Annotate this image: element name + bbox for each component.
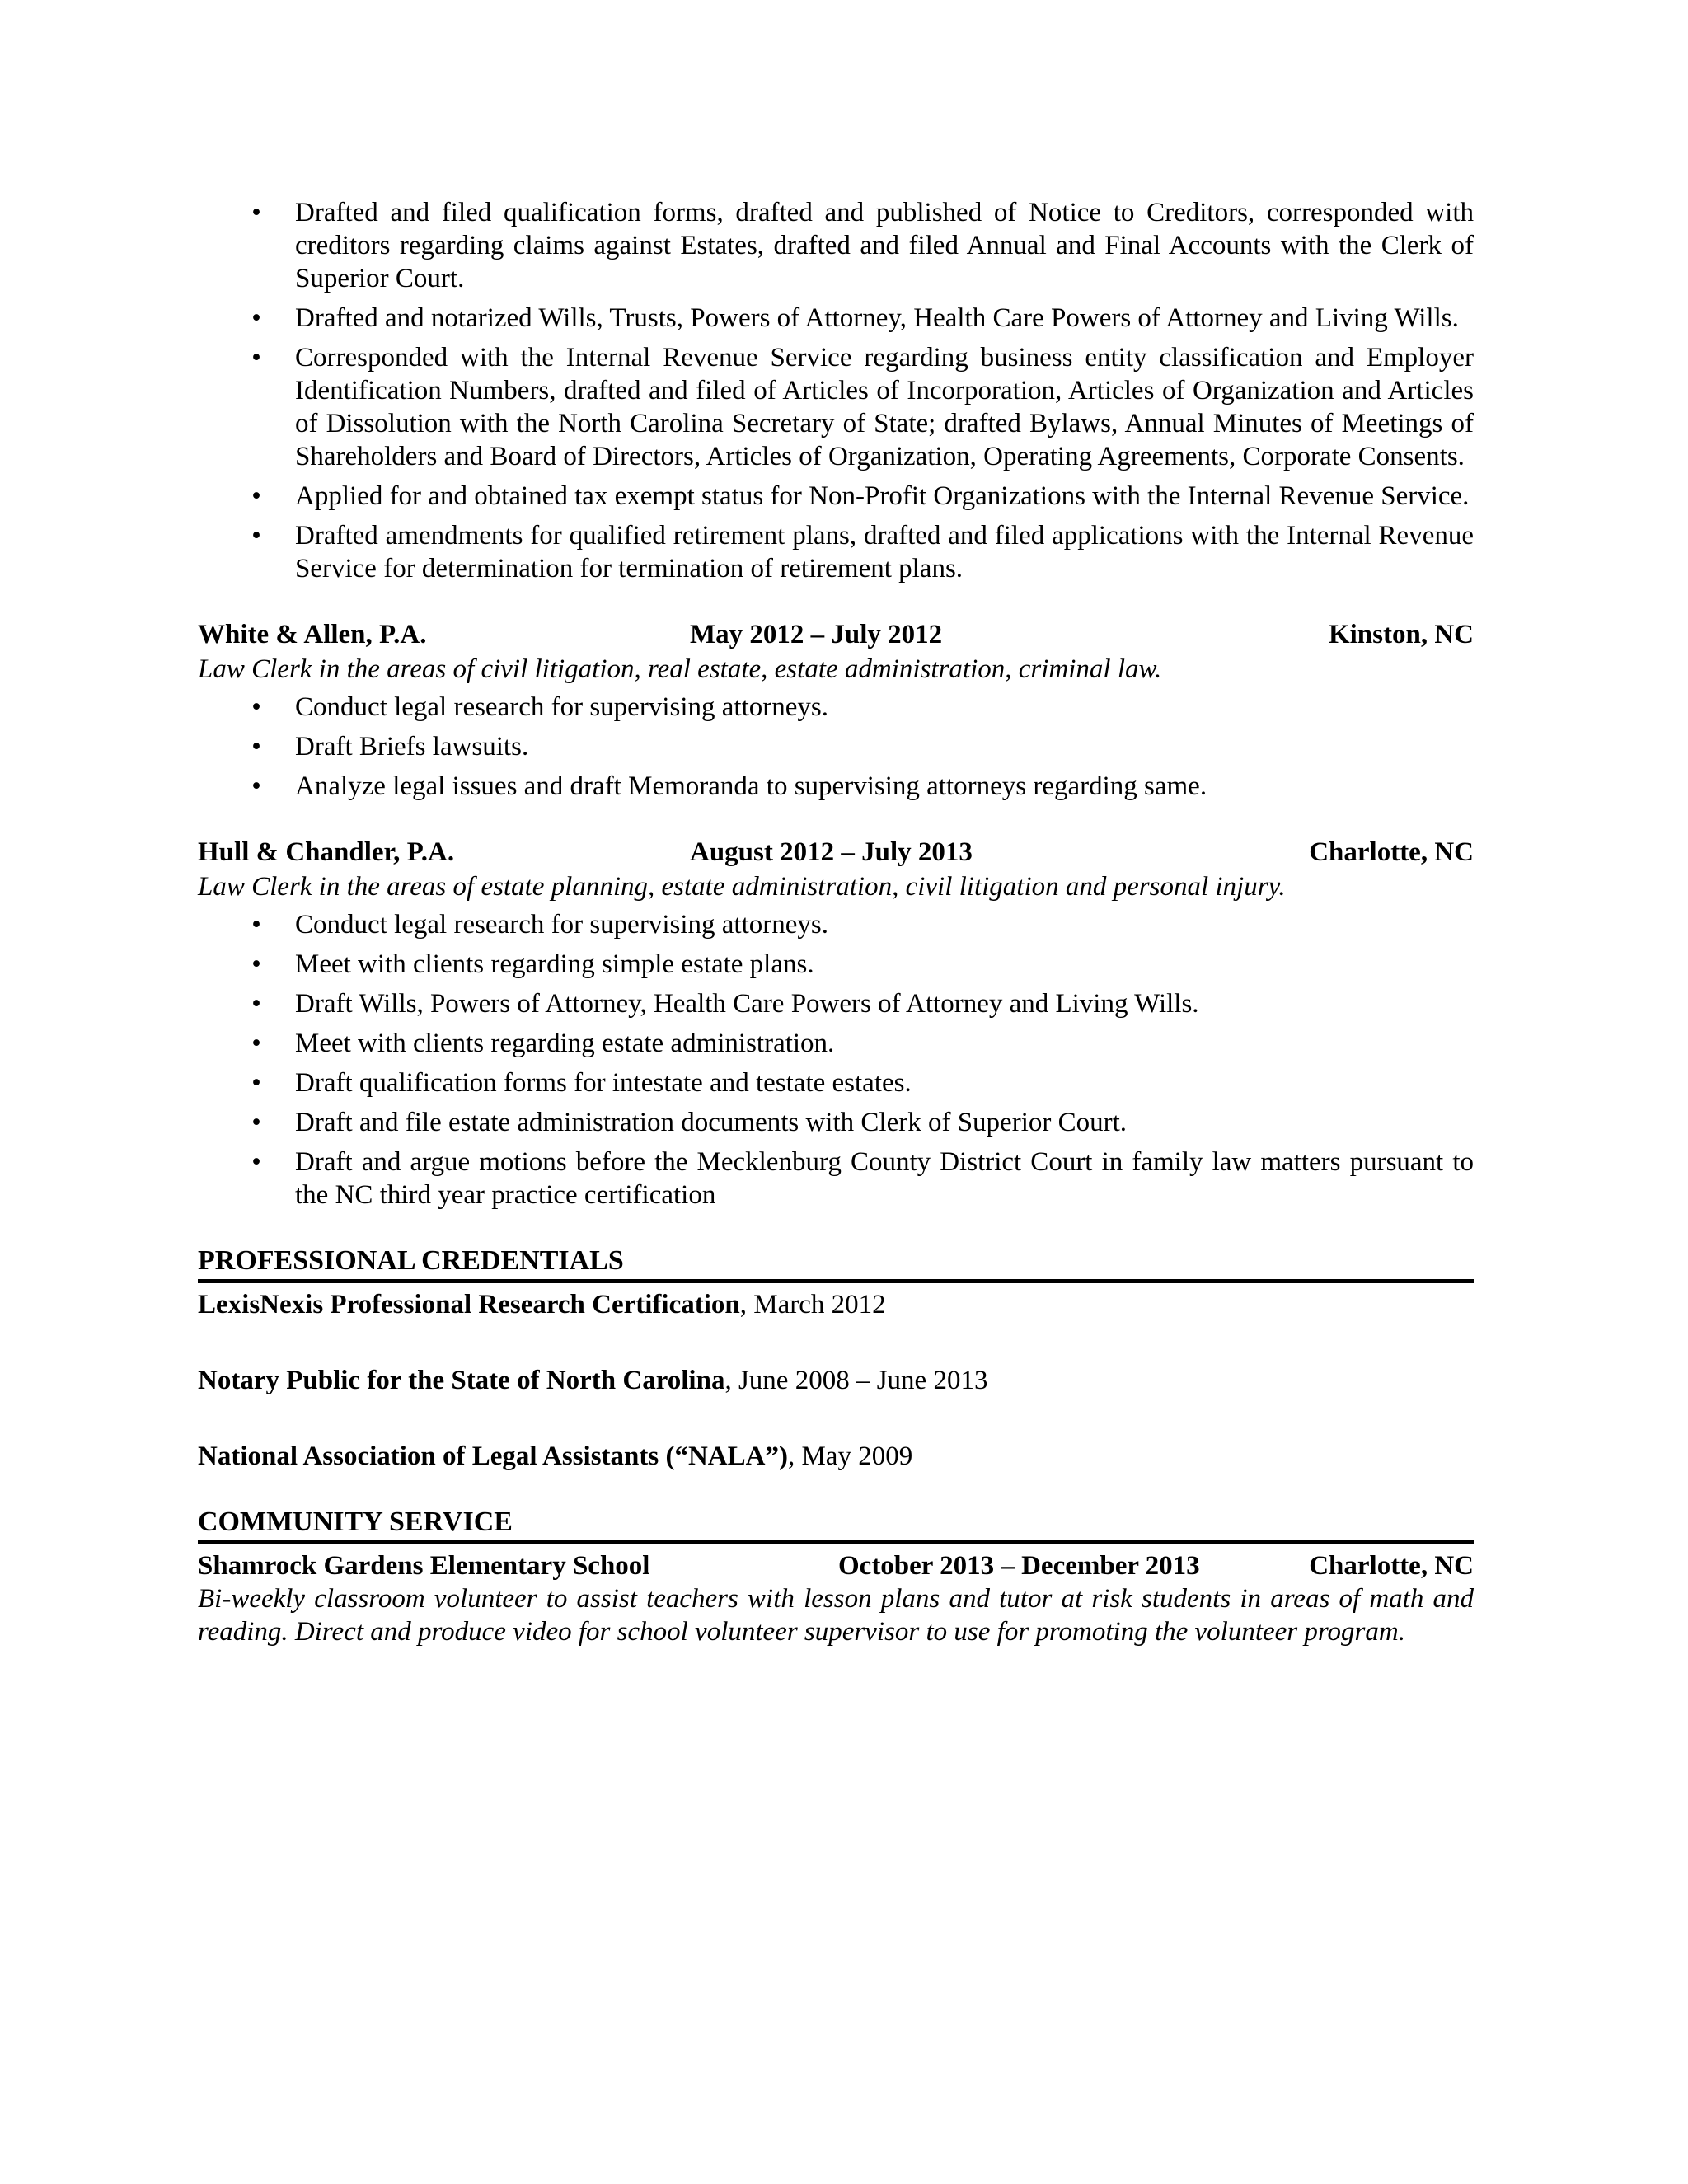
list-item: • Draft Briefs lawsuits. [198,730,1474,763]
job-role: Law Clerk in the areas of civil litigation, real estate, estate administration, criminal law. [198,654,1162,684]
list-item: • Draft qualification forms for intestate and testate estates. [198,1066,1474,1099]
bullet-icon: • [251,989,261,1019]
credentials-section-title: PROFESSIONAL CREDENTIALS [198,1244,1474,1283]
job-bullet-list [198,908,1474,1212]
list-item: • Draft and file estate administration documents with Clerk of Superior Court. [198,1106,1474,1139]
list-item: • Applied for and obtained tax exempt status for Non-Profit Organizations with the Internal Revenue Service. [198,480,1474,513]
credential-item: LexisNexis Professional Research Certification, March 2012 [198,1290,886,1319]
list-item: • Drafted and notarized Wills, Trusts, Powers of Attorney, Health Care Powers of Attorney and Living Wills. [198,302,1474,335]
intro-bullet-list [198,196,1474,585]
resume-content [198,196,1474,1648]
bullet-icon: • [251,1068,261,1098]
job-location: Charlotte, NC [1309,837,1474,867]
bullet-icon: • [251,1108,261,1137]
list-item: • Conduct legal research for supervising attorneys. [198,908,1474,941]
spacer [198,1321,1474,1364]
bullet-icon: • [251,692,261,722]
list-item: • Meet with clients regarding simple estate plans. [198,948,1474,981]
job-dates: May 2012 – July 2012 [690,620,943,649]
community-section-title: COMMUNITY SERVICE [198,1506,1474,1544]
job-header-hull-chandler [198,836,1474,869]
bullet-icon: • [251,343,261,373]
job-bullet-list [198,691,1474,803]
list-item: • Meet with clients regarding estate administration. [198,1027,1474,1060]
list-item: • Drafted and filed qualification forms, drafted and published of Notice to Creditors, corresponded with creditors regarding claims against Estates, drafted and filed Annual and Final Accounts with the Clerk of Superior Court. [198,196,1474,295]
bullet-icon: • [251,1147,261,1177]
credential-item: National Association of Legal Assistants (“NALA”), May 2009 [198,1441,913,1471]
bullet-icon: • [251,910,261,940]
bullet-icon: • [251,732,261,762]
list-item: • Drafted amendments for qualified retirement plans, drafted and filed applications with the Internal Revenue Service for determination for termination of retirement plans. [198,519,1474,585]
list-item: • Corresponded with the Internal Revenue Service regarding business entity classification and Employer Identification Numbers, drafted and filed of Articles of Incorporation, Articles of Organization and Articles of Dissolution with the North Carolina Secretary of State; drafted Bylaws, Annual Minutes of Meetings of Shareholders and Board of Directors, Articles of Organization, Operating Agreements, Corporate Consents. [198,341,1474,473]
community-location: Charlotte, NC [1309,1551,1474,1581]
list-item: • Analyze legal issues and draft Memoranda to supervising attorneys regarding same. [198,770,1474,803]
bullet-icon: • [251,1029,261,1058]
bullet-icon: • [251,481,261,511]
list-item: • Conduct legal research for supervising attorneys. [198,691,1474,724]
job-header-white-allen [198,618,1474,651]
community-dates: October 2013 – December 2013 [838,1551,1200,1581]
list-item: • Draft Wills, Powers of Attorney, Health Care Powers of Attorney and Living Wills. [198,987,1474,1020]
bullet-icon: • [251,303,261,333]
spacer [198,1397,1474,1440]
credential-item: Notary Public for the State of North Carolina, June 2008 – June 2013 [198,1366,988,1395]
community-description: Bi-weekly classroom volunteer to assist teachers with lesson plans and tutor at risk students in areas of math and reading. Direct and produce video for school volunteer supervisor to use for promoting the volunteer program. [198,1584,1474,1647]
list-item: • Draft and argue motions before the Mecklenburg County District Court in family law matters pursuant to the NC third year practice certification [198,1146,1474,1212]
job-firm: Hull & Chandler, P.A. [198,837,455,867]
bullet-icon: • [251,949,261,979]
community-org: Shamrock Gardens Elementary School [198,1551,650,1581]
job-dates: August 2012 – July 2013 [690,837,973,867]
bullet-icon: • [251,198,261,227]
community-header [198,1549,1474,1582]
job-location: Kinston, NC [1328,620,1474,649]
bullet-icon: • [251,771,261,801]
bullet-icon: • [251,521,261,551]
job-firm: White & Allen, P.A. [198,620,427,649]
job-role: Law Clerk in the areas of estate planning, estate administration, civil litigation and personal injury. [198,872,1286,902]
